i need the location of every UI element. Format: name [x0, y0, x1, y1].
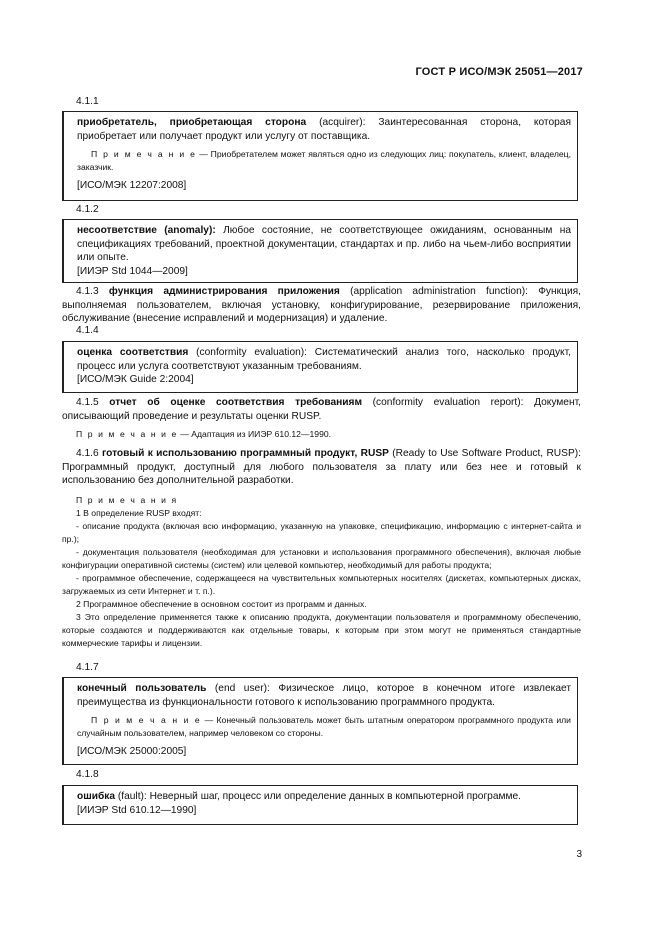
entry-number-4-1-4: 4.1.4 — [76, 325, 99, 336]
page-number: 3 — [576, 849, 582, 860]
entry-box-4-1-1 — [62, 111, 578, 201]
entry-number-4-1-2: 4.1.2 — [76, 204, 99, 215]
note: П р и м е ч а н и е — Приобретателем может являться одно из следующих лиц: покупатель, клиент, владелец, заказчик. — [77, 149, 571, 172]
definition: несоответствие (anomaly): Любое состояние, не соответствующее ожиданиям, основанным на спецификациях требований, проектной документации, стандартах и пр. либо на чьем-либо восприятии или опыте. — [77, 225, 571, 263]
note: П р и м е ч а н и е — Адаптация из ИИЭР 610.12—1990. — [76, 429, 332, 439]
term: конечный пользователь — [77, 683, 207, 694]
note-item: 1 В определение RUSP входят: — [76, 507, 202, 518]
definition: ошибка (fault): Неверный шаг, процесс или определение данных в компьютерной программе. — [77, 791, 521, 802]
source-reference: [ИИЭР Std 1044—2009] — [77, 265, 188, 277]
note-item: 3 Это определение применяется также к описанию продукта, документации пользователя и программному обеспечению, которые создаются и поддерживаются как отдельные товары, к которым при этом могут не применяться стандартные коммерческие тарифы и лицензии. — [62, 611, 581, 648]
source-reference: [ИСО/МЭК Guide 2:2004] — [77, 374, 194, 385]
note: П р и м е ч а н и е — Конечный пользователь может быть штатным оператором программного продукта или случайным пользователем, например человеком со стороны. — [77, 715, 571, 738]
entry-number-4-1-8: 4.1.8 — [76, 769, 99, 780]
entry-box-4-1-7 — [62, 677, 578, 765]
definition: оценка соответствия (conformity evaluation): Систематический анализ того, насколько продукт, процесс или услуга соответствуют указанным требованиям. — [77, 347, 571, 372]
standard-header: ГОСТ Р ИСО/МЭК 25051—2017 — [415, 66, 583, 78]
term: функция администрирования приложения — [108, 286, 340, 297]
entry-4-1-3 — [62, 285, 581, 326]
term: несоответствие (anomaly): — [77, 225, 216, 236]
definition: 4.1.3 функция администрирования приложения (application administration function): Функция, выполняемая пользователем, включая установку, конфигурирование, резервирование приложения, обслуживание (внесение исправлений и модернизация) и удаление. — [62, 286, 581, 324]
term: ошибка — [77, 791, 116, 802]
definition: 4.1.5 отчет об оценке соответствия требованиям (conformity evaluation report): Документ, описывающий проведение и результаты оценки RUSP. — [62, 397, 581, 422]
entry-number-4-1-1: 4.1.1 — [76, 96, 99, 107]
term: приобретатель, приобретающая сторона — [77, 117, 307, 128]
definition: конечный пользователь (end user): Физическое лицо, которое в конечном итоге извлекает преимущества из функциональности готового к использованию программного продукта. — [77, 683, 572, 708]
term: оценка соответствия — [77, 347, 189, 358]
entry-box-4-1-2 — [62, 219, 578, 283]
entry-4-1-6 — [62, 447, 581, 650]
definition: приобретатель, приобретающая сторона (acquirer): Заинтересованная сторона, которая приобретает или получает продукт или услугу от поставщика. — [77, 117, 571, 142]
source-reference: [ИСО/МЭК 25000:2005] — [77, 746, 187, 757]
notes-label: П р и м е ч а н и я — [76, 494, 178, 505]
note-item: - программное обеспечение, содержащееся на чувствительных компьютерных носителях (дискетах, компьютерных дисках, загружаемых из сети Интернет и т. п.). — [62, 572, 581, 596]
term: готовый к использованию программный продукт, RUSP — [102, 448, 389, 459]
entry-4-1-5 — [62, 396, 581, 441]
entry-box-4-1-4 — [62, 341, 578, 393]
term: отчет об оценке соответствия требованиям — [109, 397, 363, 408]
note-item: - описание продукта (включая всю информацию, указанную на упаковке, спецификацию, информацию с интернет-сайта и пр.); — [62, 520, 581, 544]
note-item: - документация пользователя (необходимая для установки и использования программного обеспечения), включая любые конфигурации оперативной системы (систем) или целевой компьютер, необходимый для работы продукта; — [62, 546, 581, 570]
note-item: 2 Программное обеспечение в основном состоит из программ и данных. — [76, 598, 367, 609]
source-reference: [ИСО/МЭК 12207:2008] — [77, 180, 187, 191]
entry-box-4-1-8 — [62, 785, 578, 825]
entry-number-4-1-7: 4.1.7 — [76, 662, 99, 673]
source-reference: [ИИЭР Std 610.12—1990] — [77, 804, 197, 816]
definition: 4.1.6 готовый к использованию программный продукт, RUSP (Ready to Use Software Product, RUSP): Программный продукт, доступный для любого пользователя за плату или без нее и готовый к использованию без дополнительной разработки. — [62, 448, 581, 486]
